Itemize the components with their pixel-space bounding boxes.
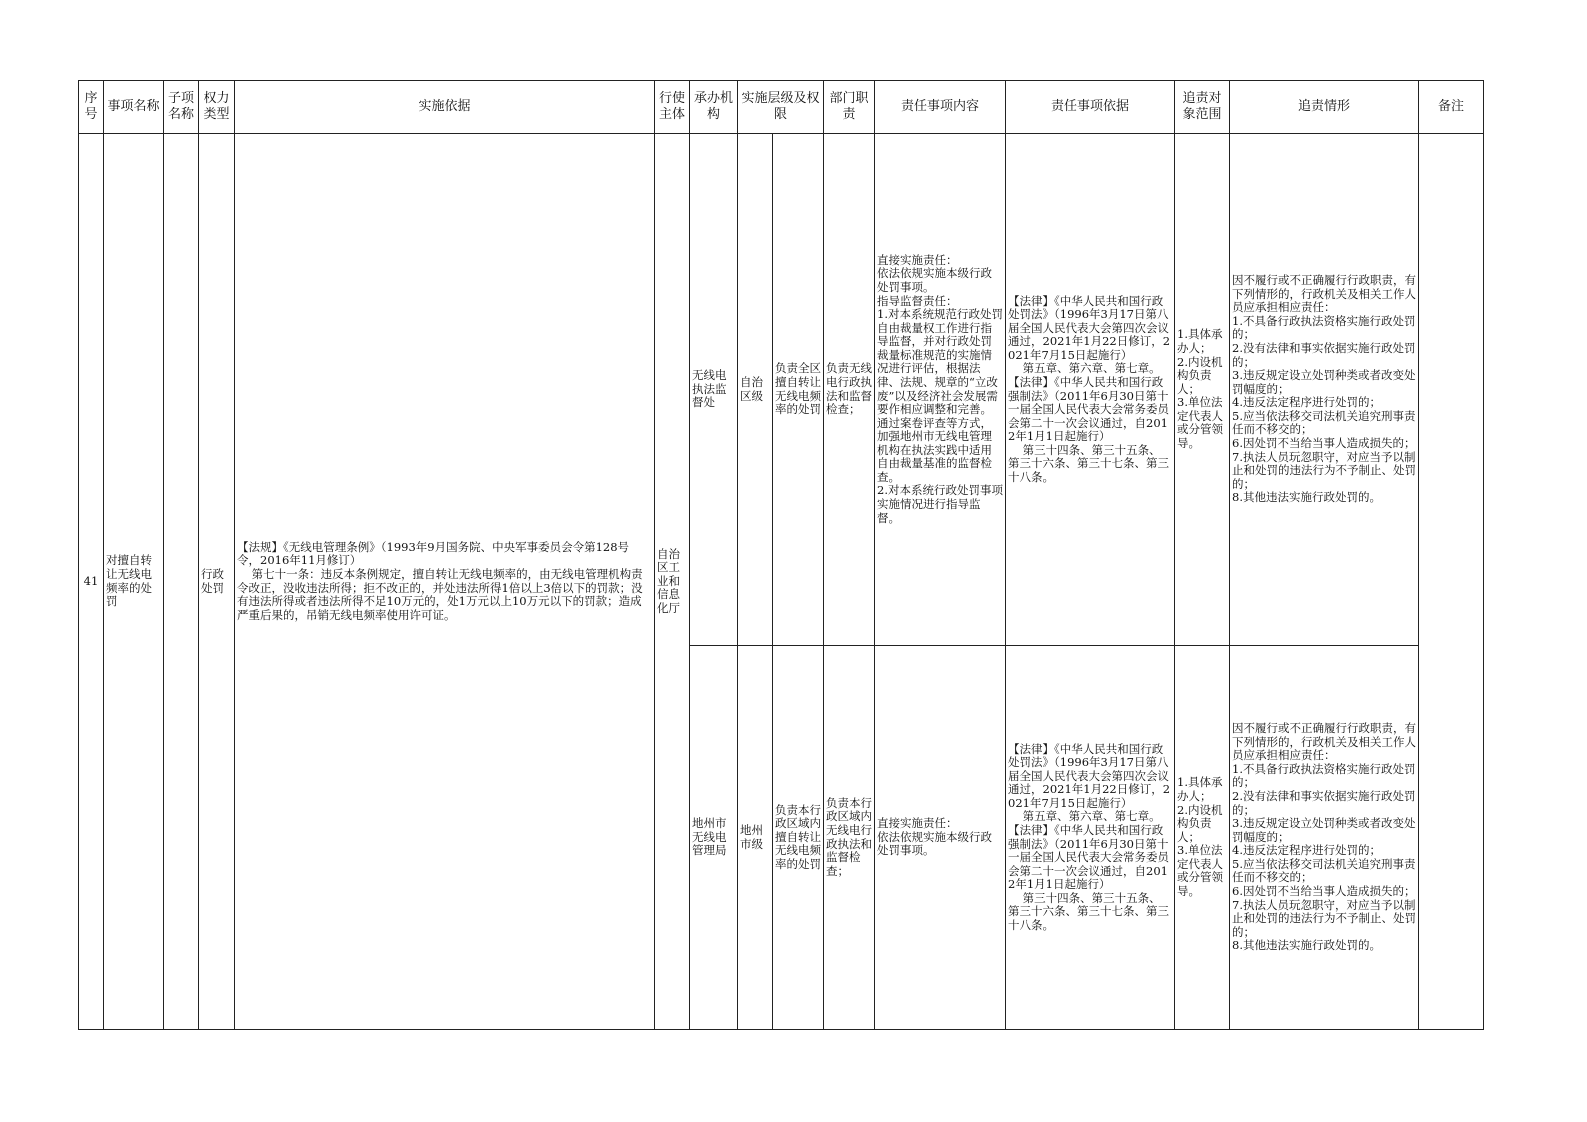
office-cell: 地州市无线电管理局 xyxy=(690,646,738,1030)
header-power-type: 权力类型 xyxy=(199,81,235,134)
header-seq: 序号 xyxy=(79,81,104,134)
header-resp-content: 责任事项内容 xyxy=(875,81,1006,134)
header-row xyxy=(79,81,1484,134)
header-remark: 备注 xyxy=(1419,81,1484,134)
seq-cell: 41 xyxy=(79,134,104,1030)
header-scope: 追责对象范围 xyxy=(1175,81,1230,134)
basis-cell: 【法规】《无线电管理条例》（1993年9月国务院、中央军事委员会令第128号令，2016年11月修订） 第七十一条：违反本条例规定，擅自转让无线电频率的，由无线电管理机构责令改正，没收违法所得；拒不改正的，并处违法所得1倍以上3倍以下的罚款；没有违法所得或者违法所得不足10万元的，处1万元以上10万元以下的罚款；造成严重后果的，吊销无线电频率使用许可证。 xyxy=(235,134,655,1030)
power-type-cell: 行政处罚 xyxy=(199,134,235,1030)
resp-basis-cell: 【法律】《中华人民共和国行政处罚法》（1996年3月17日第八届全国人民代表大会第四次会议通过，2021年1月22日修订，2021年7月15日起施行） 第五章、第六章、第七章。 【法律】《中华人民共和国行政强制法》（2011年6月30日第十一届全国人民代表大会常务委员会第二十一次会议通过，自2012年1月1日起施行） 第三十四条、第三十五条、第三十六条、第三十七条、第三十八条。 xyxy=(1006,134,1175,646)
scope-cell: 1.具体承办人； 2.内设机构负责人； 3.单位法定代表人或分管领导。 xyxy=(1175,646,1230,1030)
sub-name-cell xyxy=(164,134,199,1030)
resp-content-cell: 直接实施责任： 依法依规实施本级行政处罚事项。 指导监督责任： 1.对本系统规范行政处罚自由裁量权工作进行指导监督，并对行政处罚裁量标准规范的实施情况进行评估，根据法律、法规、规章的“立改废”以及经济社会发展需要作相应调整和完善。通过案卷评查等方式，加强地州市无线电管理机构在执法实践中适用自由裁量基准的监督检查。 2.对本系统行政处罚事项实施情况进行指导监督。 xyxy=(875,134,1006,646)
remark-cell xyxy=(1419,134,1484,1030)
header-dept-duty: 部门职责 xyxy=(824,81,875,134)
header-situations: 追责情形 xyxy=(1230,81,1419,134)
resp-content-cell: 直接实施责任： 依法依规实施本级行政处罚事项。 xyxy=(875,646,1006,1030)
scope-cell: 1.具体承办人； 2.内设机构负责人； 3.单位法定代表人或分管领导。 xyxy=(1175,134,1230,646)
header-sub-name: 子项名称 xyxy=(164,81,199,134)
level-cell: 自治区级 xyxy=(738,134,773,646)
subject-cell: 自治区工业和信息化厅 xyxy=(655,134,690,1030)
situations-cell: 因不履行或不正确履行行政职责，有下列情形的，行政机关及相关工作人员应承担相应责任： 1.不具备行政执法资格实施行政处罚的； 2.没有法律和事实依据实施行政处罚的； 3.违反规定设立处罚种类或者改变处罚幅度的； 4.违反法定程序进行处罚的； 5.应当依法移交司法机关追究刑事责任而不移交的； 6.因处罚不当给当事人造成损失的； 7.执法人员玩忽职守，对应当予以制止和处罚的违法行为不予制止、处罚的； 8.其他违法实施行政处罚的。 xyxy=(1230,134,1419,646)
header-level: 实施层级及权限 xyxy=(738,81,824,134)
header-item-name: 事项名称 xyxy=(104,81,164,134)
header-resp-basis: 责任事项依据 xyxy=(1006,81,1175,134)
level-cell: 地州市级 xyxy=(738,646,773,1030)
situations-cell: 因不履行或不正确履行行政职责，有下列情形的，行政机关及相关工作人员应承担相应责任： 1.不具备行政执法资格实施行政处罚的； 2.没有法律和事实依据实施行政处罚的； 3.违反规定设立处罚种类或者改变处罚幅度的； 4.违反法定程序进行处罚的； 5.应当依法移交司法机关追究刑事责任而不移交的； 6.因处罚不当给当事人造成损失的； 7.执法人员玩忽职守，对应当予以制止和处罚的违法行为不予制止、处罚的； 8.其他违法实施行政处罚的。 xyxy=(1230,646,1419,1030)
table-row xyxy=(79,134,1484,646)
authority-cell: 负责本行政区域内擅自转让无线电频率的处罚 xyxy=(773,646,824,1030)
header-basis: 实施依据 xyxy=(235,81,655,134)
header-subject: 行使主体 xyxy=(655,81,690,134)
resp-basis-cell: 【法律】《中华人民共和国行政处罚法》（1996年3月17日第八届全国人民代表大会第四次会议通过，2021年1月22日修订，2021年7月15日起施行） 第五章、第六章、第七章。 【法律】《中华人民共和国行政强制法》（2011年6月30日第十一届全国人民代表大会常务委员会第二十一次会议通过，自2012年1月1日起施行） 第三十四条、第三十五条、第三十六条、第三十七条、第三十八条。 xyxy=(1006,646,1175,1030)
dept-duty-cell: 负责无线电行政执法和监督检查； xyxy=(824,134,875,646)
dept-duty-cell: 负责本行政区域内无线电行政执法和监督检查； xyxy=(824,646,875,1030)
power-list-table xyxy=(78,80,1484,1030)
item-name-cell: 对擅自转让无线电频率的处罚 xyxy=(104,134,164,1030)
office-cell: 无线电执法监督处 xyxy=(690,134,738,646)
authority-cell: 负责全区擅自转让无线电频率的处罚 xyxy=(773,134,824,646)
header-office: 承办机构 xyxy=(690,81,738,134)
